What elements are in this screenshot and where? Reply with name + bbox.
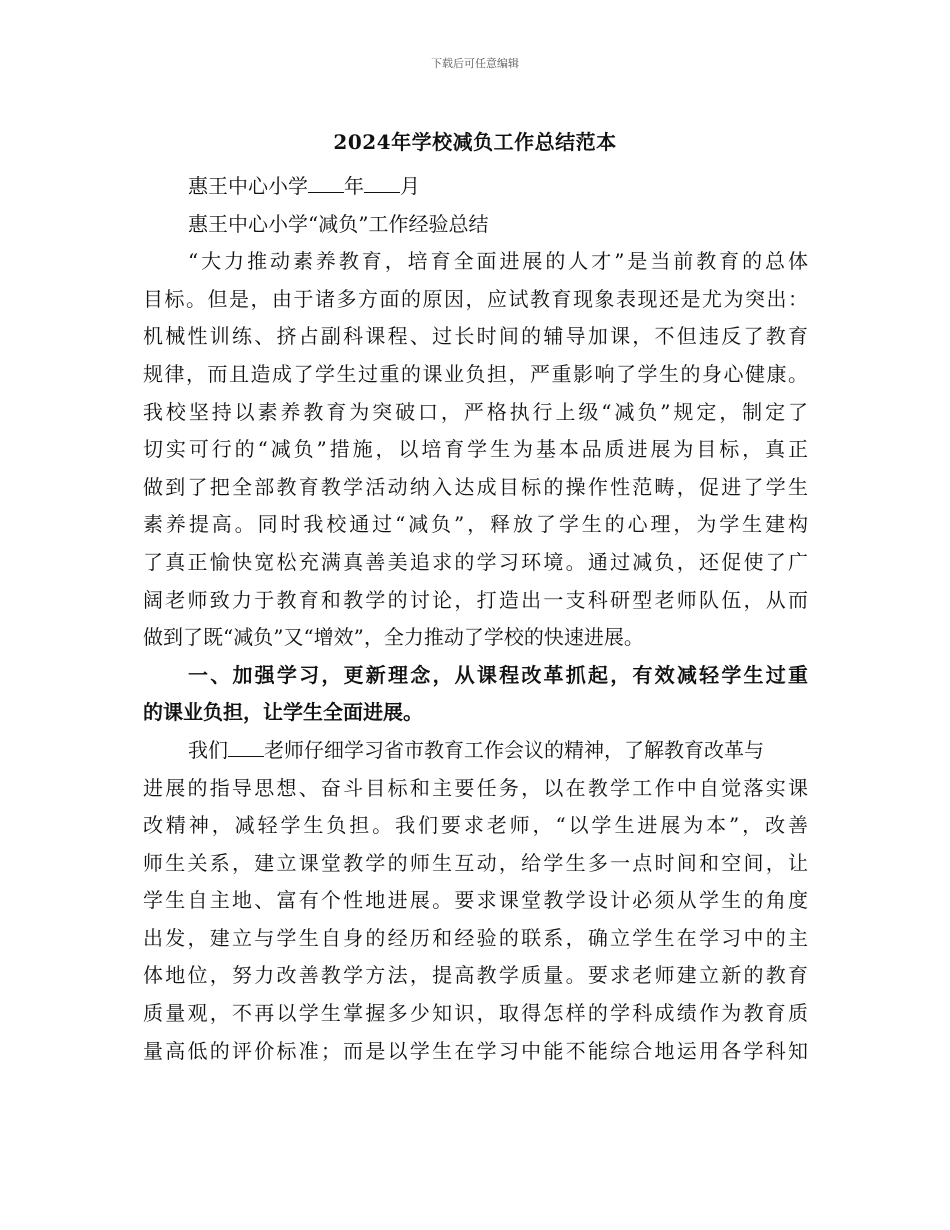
paragraph-line: 学生自主地、富有个性地进展。要求课堂教学设计必须从学生的角度 bbox=[143, 888, 808, 913]
byline-month-unit: 月 bbox=[400, 174, 420, 198]
byline-school: 惠王中心小学 bbox=[188, 174, 308, 198]
section-heading-1 bbox=[143, 657, 808, 732]
paragraph-line: 目标。但是，由于诸多方面的原因，应试教育现象表现还是尤为突出： bbox=[143, 286, 808, 311]
paragraph-line: 素养提高。同时我校通过“减负”，释放了学生的心理，为学生建构 bbox=[143, 512, 808, 537]
paragraph-line: 量高低的评价标准；而是以学生在学习中能不能综合地运用各学科知 bbox=[143, 1038, 808, 1063]
byline bbox=[143, 168, 808, 206]
paragraph-line: 做到了把全部教育教学活动纳入达成目标的操作性范畴，促进了学生 bbox=[143, 474, 808, 499]
paragraph-line: 改精神，减轻学生负担。我们要求老师，“以学生进展为本”，改善 bbox=[143, 813, 808, 838]
paragraph-line bbox=[143, 732, 808, 770]
paragraph-2 bbox=[143, 732, 808, 1070]
heading-line: 的课业负担，让学生全面进展。 bbox=[143, 700, 423, 725]
fill-blank bbox=[228, 734, 264, 757]
paragraph-line: 了真正愉快宽松充满真善美追求的学习环境。通过减负，还促使了广 bbox=[143, 549, 808, 574]
paragraph-line: 阔老师致力于教育和教学的讨论，打造出一支科研型老师队伍，从而 bbox=[143, 587, 808, 612]
document-body bbox=[143, 168, 808, 1070]
paragraph-line: 规律，而且造成了学生过重的课业负担，严重影响了学生的身心健康。 bbox=[143, 361, 808, 386]
paragraph-line-prefix: 我们 bbox=[188, 737, 228, 762]
month-blank bbox=[364, 170, 400, 193]
paragraph-line: 做到了既“减负”又“增效”，全力推动了学校的快速进展。 bbox=[143, 625, 644, 650]
paragraph-line: 质量观，不再以学生掌握多少知识，取得怎样的学科成绩作为教育质 bbox=[143, 1001, 808, 1026]
paragraph-line: “大力推动素养教育，培育全面进展的人才”是当前教育的总体 bbox=[188, 249, 808, 274]
paragraph-line: 出发，建立与学生自身的经历和经验的联系，确立学生在学习中的主 bbox=[143, 925, 808, 950]
byline-year-unit: 年 bbox=[344, 174, 364, 198]
paragraph-line: 我校坚持以素养教育为突破口，严格执行上级“减负”规定，制定了 bbox=[143, 399, 808, 424]
paragraph-line: 师生关系，建立课堂教学的师生互动，给学生多一点时间和空间，让 bbox=[143, 850, 808, 875]
year-blank bbox=[308, 170, 344, 193]
paragraph-line-rest: 老师仔细学习省市教育工作会议的精神，了解教育改革与 bbox=[264, 737, 764, 762]
paragraph-line: 体地位，努力改善教学方法，提高教学质量。要求老师建立新的教育 bbox=[143, 963, 808, 988]
document-title: 2024年学校减负工作总结范本 bbox=[333, 130, 617, 154]
paragraph-line: 进展的指导思想、奋斗目标和主要任务，以在教学工作中自觉落实课 bbox=[143, 775, 808, 800]
paragraph-1 bbox=[143, 243, 808, 657]
heading-line: 一、加强学习，更新理念，从课程改革抓起，有效减轻学生过重 bbox=[188, 662, 808, 687]
paragraph-line: 切实可行的“减负”措施，以培育学生为基本品质进展为目标，真正 bbox=[143, 437, 808, 462]
header-note: 下载后可任意编辑 bbox=[431, 57, 519, 70]
subtitle: 惠王中心小学“减负”工作经验总结 bbox=[188, 211, 489, 236]
paragraph-line: 机械性训练、挤占副科课程、过长时间的辅导加课，不但违反了教育 bbox=[143, 324, 808, 349]
